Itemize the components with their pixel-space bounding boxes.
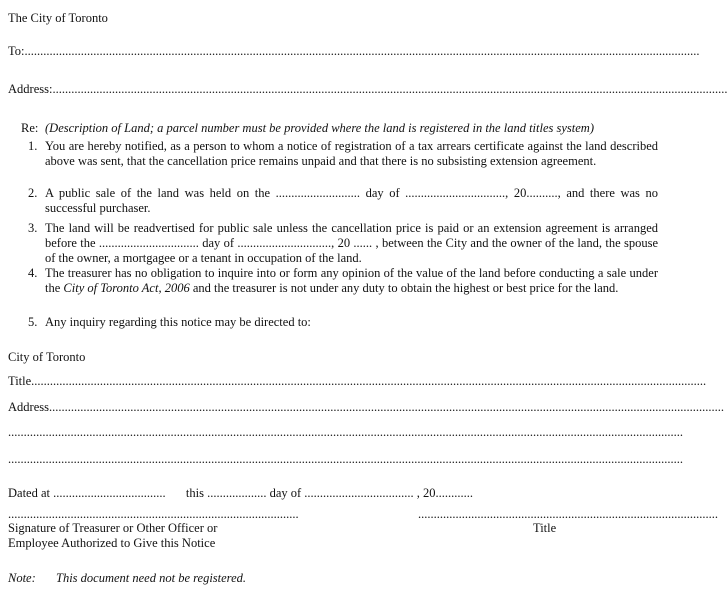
contact-address-blank-line[interactable] [8,425,683,440]
to-field[interactable] [8,44,661,59]
item-number: 1. [28,139,38,153]
item-number: 3. [28,221,38,235]
address-blank-line[interactable] [52,82,727,97]
item-number: 4. [28,266,38,280]
signature-caption: Signature of Treasurer or Other Officer or [8,521,218,535]
contact-address-line-2[interactable] [8,425,661,440]
contact-address-blank-line[interactable] [8,452,683,467]
title-label: Title [8,374,32,388]
item-number: 2. [28,186,38,200]
address-field[interactable] [8,82,661,97]
dated-year-label: , 20 [416,486,436,500]
act-name: City of Toronto Act, 2006 [63,281,190,295]
dated-at-label: Dated at [8,486,50,500]
title-caption: Title [533,521,557,535]
item-text [45,266,658,296]
dated-year-blank[interactable]: ............ [435,486,474,500]
title-blank-line[interactable] [31,374,706,389]
address-label: Address: [8,82,53,96]
item-text-part: The treasurer has no obligation to inquire into or form any opinion of the value of the land before conducting a sale under the [45,266,658,295]
dated-day-of-label: day of [269,486,302,500]
to-label: To: [8,44,25,58]
item-text: You are hereby notified, as a person to whom a notice of registration of a tax arrears certificate against the land described above was sent, that the cancellation price remains unpaid and that there is no subsisting extension agreement. [45,139,658,168]
dated-at-blank[interactable]: .................................... [53,486,166,500]
signature-line[interactable]: ............................................................................................. [8,507,299,521]
re-label: Re: [21,121,39,135]
dated-this-label: this [185,486,204,500]
to-blank-line[interactable] [25,44,700,59]
contact-org: City of Toronto [8,350,86,364]
contact-address-field[interactable] [8,400,661,415]
signature-caption: Employee Authorized to Give this Notice [8,536,216,550]
title-signature-line[interactable]: ................................................................................................ [418,507,718,521]
item-text: A public sale of the land was held on the ........................... day of ................................, 20.........., and there was no successful purchaser. [45,186,658,215]
note-label: Note: [8,571,36,585]
title-field[interactable] [8,374,661,389]
item-text: Any inquiry regarding this notice may be directed to: [45,315,311,329]
item-text: The land will be readvertised for public sale unless the cancellation price is paid or an extension agreement is arranged before the ................................ day of .............................., 20 ...... , between the City and the owner of the land, the spouse of the owner, a mortgagee or a tenant in occupation of the land. [45,221,658,265]
land-description-note: (Description of Land; a parcel number must be provided where the land is registered in the land titles system) [45,121,594,135]
dated-line [8,486,473,501]
contact-address-label: Address [8,400,49,414]
contact-address-blank-line[interactable] [49,400,724,415]
document-header: The City of Toronto [8,11,108,25]
dated-this-blank[interactable]: ................... [207,486,267,500]
contact-address-line-3[interactable] [8,452,661,467]
item-text-part: and the treasurer is not under any duty to obtain the highest or best price for the land. [189,281,619,295]
item-number: 5. [28,315,38,329]
dated-day-blank[interactable]: ................................... [304,486,414,500]
note-text: This document need not be registered. [56,571,247,585]
